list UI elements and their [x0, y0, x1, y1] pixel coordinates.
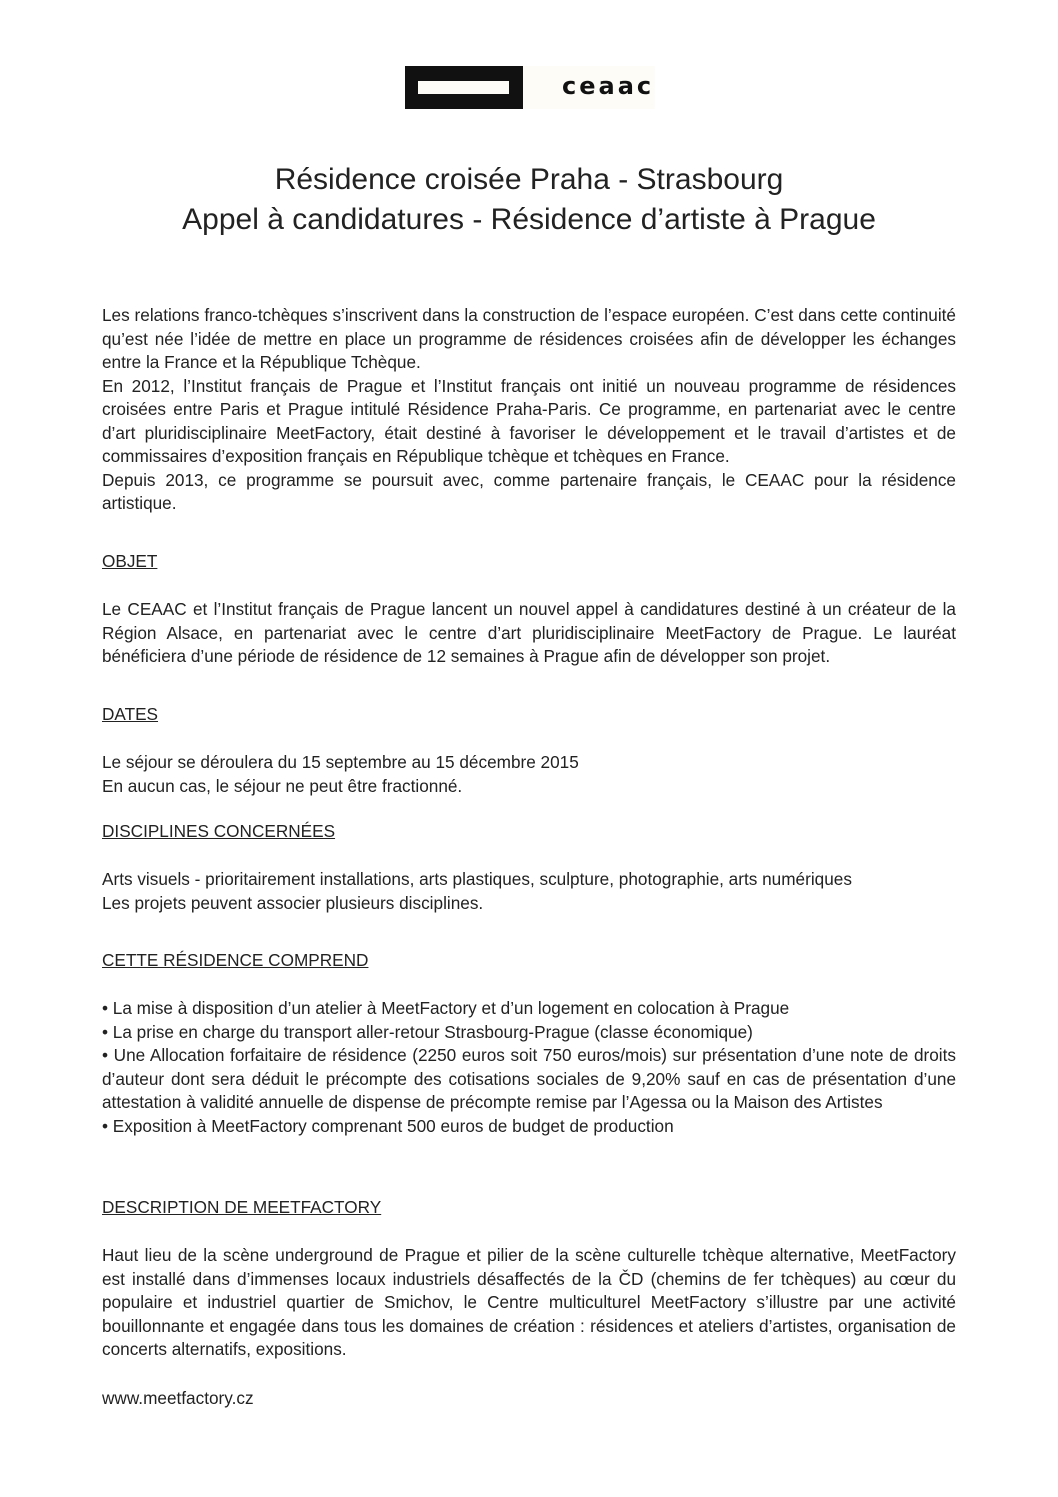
- heading-dates: DATES: [102, 704, 159, 724]
- bullet-item: • Exposition à MeetFactory comprenant 500 euros de budget de production: [102, 1115, 674, 1136]
- dates-line: En aucun cas, le séjour ne peut être fractionné.: [102, 775, 463, 796]
- disciplines-line: Les projets peuvent associer plusieurs disciplines.: [102, 892, 484, 913]
- heading-meetfactory: DESCRIPTION DE MEETFACTORY: [102, 1197, 382, 1217]
- objet-block: [102, 598, 956, 669]
- disciplines-line: Arts visuels - prioritairement installations, arts plastiques, sculpture, photographie, arts numériques: [102, 869, 852, 889]
- meetfactory-paragraph: Haut lieu de la scène underground de Prague et pilier de la scène culturelle tchèque alternative, MeetFactory est installé dans d’immenses locaux industriels désaffectés de la ČD (chemins de fer tchèques) au cœur du populaire et industriel quartier de Smichov, le Centre multiculturel MeetFactory s’illustre par une activité bouillonnante et engagée dans tous les domaines de création : résidences et ateliers d’artistes, organisation de concerts alternatifs, expositions.: [102, 1245, 956, 1359]
- meetfactory-block: [102, 1244, 956, 1362]
- heading-objet: OBJET: [102, 551, 158, 571]
- title-line-1: Résidence croisée Praha - Strasbourg: [274, 163, 784, 196]
- meetfactory-link[interactable]: www.meetfactory.cz: [102, 1388, 254, 1408]
- intro-block: [102, 304, 956, 516]
- disciplines-block: [102, 868, 956, 915]
- intro-paragraph: Les relations franco-tchèques s’inscrivent dans la construction de l’espace européen. C’est dans cette continuité qu’est née l’idée de mettre en place un programme de résidences croisées afin de développer les échanges entre la France et la République Tchèque.: [102, 305, 956, 372]
- logo-mark: [405, 66, 523, 109]
- intro-paragraph: En 2012, l’Institut français de Prague et l’Institut français ont initié un nouveau programme de résidences croisées entre Paris et Prague intitulé Résidence Praha-Paris. Ce programme, en partenariat avec le centre d’art pluridisciplinaire MeetFactory, était destiné à favoriser le développement et le travail d’artistes et de commissaires d’exposition français en République tchèque et tchèques en France.: [102, 375, 956, 466]
- logo-text: ceaac: [562, 72, 655, 100]
- ceaac-logo: [405, 66, 655, 109]
- comprend-block: [102, 997, 956, 1138]
- intro-paragraph: Depuis 2013, ce programme se poursuit avec, comme partenaire français, le CEAAC pour la résidence artistique.: [102, 469, 956, 513]
- dates-line: Le séjour se déroulera du 15 septembre au 15 décembre 2015: [102, 752, 579, 772]
- bullet-item: • Une Allocation forfaitaire de résidence (2250 euros soit 750 euros/mois) sur présentation d’une note de droits d’auteur dont sera déduit le précompte des cotisations sociales de 9,20% sauf en cas de présentation d’une attestation à validité annuelle de dispense de précompte remise par l’Agessa ou la Maison des Artistes: [102, 1045, 956, 1112]
- heading-comprend: CETTE RÉSIDENCE COMPREND: [102, 950, 369, 970]
- title-line-2: Appel à candidatures - Résidence d’artiste à Prague: [182, 203, 876, 236]
- logo-bar: [418, 81, 509, 94]
- dates-block: [102, 751, 956, 798]
- bullet-item: • La mise à disposition d’un atelier à MeetFactory et d’un logement en colocation à Prague: [102, 998, 790, 1018]
- objet-paragraph: Le CEAAC et l’Institut français de Prague lancent un nouvel appel à candidatures destiné à un créateur de la Région Alsace, en partenariat avec le centre d’art pluridisciplinaire MeetFactory de Prague. Le lauréat bénéficiera d’une période de résidence de 12 semaines à Prague afin de développer son projet.: [102, 599, 956, 666]
- heading-disciplines: DISCIPLINES CONCERNÉES: [102, 821, 336, 841]
- bullet-item: • La prise en charge du transport aller-retour Strasbourg-Prague (classe économique): [102, 1021, 753, 1042]
